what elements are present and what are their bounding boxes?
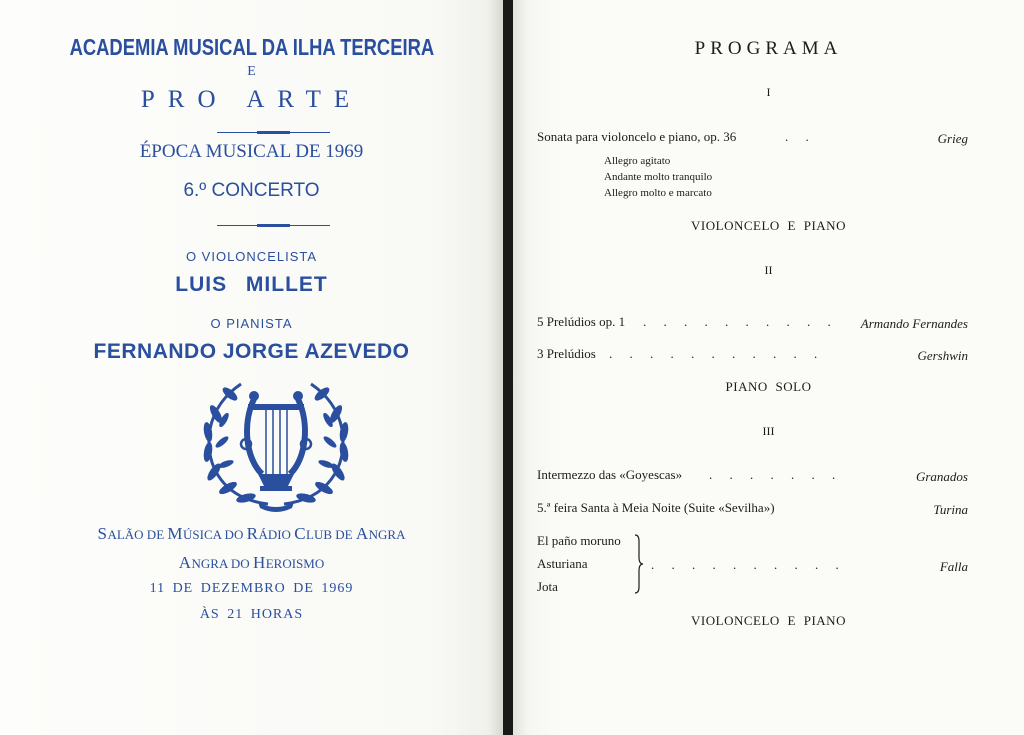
movement-1: Allegro agitato bbox=[604, 155, 671, 167]
cellist-name: LUIS MILLET bbox=[175, 273, 328, 296]
composer-turina: Turina bbox=[933, 502, 968, 517]
composer-falla: Falla bbox=[939, 559, 968, 574]
work-falla-asturiana: Asturiana bbox=[537, 556, 588, 571]
venue-hall-part: R bbox=[246, 524, 259, 543]
work-fernandes-preludes: 5 Prelúdios op. 1 bbox=[537, 314, 626, 329]
venue-hall bbox=[0, 524, 503, 544]
part-2-numeral: II bbox=[764, 263, 773, 277]
dot-leader: . . . . . . . . . . bbox=[643, 314, 838, 329]
venue-hall-part: NGRA bbox=[368, 527, 406, 542]
pro-arte-title: PRO ARTE bbox=[140, 86, 363, 113]
program-page bbox=[513, 0, 1024, 735]
venue-city-part: A bbox=[178, 553, 192, 572]
work-gershwin-preludes: 3 Prelúdios bbox=[537, 346, 596, 361]
venue-city-part: NGRA DO bbox=[191, 556, 253, 571]
venue-hall-part: ALÃO DE bbox=[107, 527, 168, 542]
dot-leader: . . . . . . . bbox=[709, 467, 843, 482]
dot-leader: . . bbox=[785, 129, 816, 144]
work-turina-sevilha: 5.ª feira Santa à Meia Noite (Suite «Sevilha») bbox=[537, 500, 775, 515]
movement-2: Andante molto tranquilo bbox=[604, 171, 713, 183]
scoring-part-2: PIANO SOLO bbox=[725, 379, 812, 394]
composer-fernandes: Armando Fernandes bbox=[860, 316, 968, 331]
divider-bottom bbox=[217, 225, 330, 226]
divider-top bbox=[217, 132, 330, 133]
work-falla-jota: Jota bbox=[537, 579, 558, 594]
concert-number: 6.º CONCERTO bbox=[183, 180, 320, 201]
venue-city bbox=[0, 553, 503, 573]
academy-title bbox=[0, 34, 503, 61]
composer-granados: Granados bbox=[915, 469, 968, 484]
pianist-role: O PIANISTA bbox=[210, 316, 293, 331]
venue-hall-part: A bbox=[355, 524, 369, 543]
season-title: ÉPOCA MUSICAL DE 1969 bbox=[139, 141, 364, 162]
scoring-part-1: VIOLONCELO E PIANO bbox=[691, 218, 846, 233]
venue-hall-part: C bbox=[294, 524, 307, 543]
work-granados-intermezzo: Intermezzo das «Goyescas» bbox=[537, 467, 683, 482]
cover-page bbox=[0, 0, 503, 735]
cellist-role: O VIOLONCELISTA bbox=[185, 249, 318, 264]
composer-grieg: Grieg bbox=[937, 131, 968, 146]
venue-hall-part: ÚSICA DO bbox=[183, 527, 247, 542]
work-grieg-sonata: Sonata para violoncelo e piano, op. 36 bbox=[537, 129, 737, 144]
academy-title-text: ACADEMIA MUSICAL DA ILHA TERCEIRA bbox=[69, 34, 434, 60]
conjunction: E bbox=[247, 64, 256, 79]
concert-date: 11 DE DEZEMBRO DE 1969 bbox=[149, 581, 354, 596]
dot-leader: . . . . . . . . . . bbox=[651, 557, 846, 572]
composer-gershwin: Gershwin bbox=[917, 348, 968, 363]
part-1-numeral: I bbox=[766, 85, 771, 99]
venue-hall-part: M bbox=[167, 524, 184, 543]
concert-time: ÀS 21 HORAS bbox=[199, 607, 304, 622]
movement-3: Allegro molto e marcato bbox=[604, 187, 712, 199]
work-falla-pano-moruno: El paño moruno bbox=[537, 533, 621, 548]
pianist-name: FERNANDO JORGE AZEVEDO bbox=[93, 340, 410, 363]
brace-icon bbox=[631, 533, 645, 595]
venue-city-part: H bbox=[252, 553, 266, 572]
dot-leader: . . . . . . . . . . . bbox=[609, 346, 825, 361]
venue-city-part: EROISMO bbox=[265, 556, 325, 571]
venue-hall-part: ÁDIO bbox=[258, 527, 295, 542]
scoring-part-3: VIOLONCELO E PIANO bbox=[691, 613, 846, 628]
program-title: PROGRAMA bbox=[694, 38, 843, 59]
lyre-wreath-emblem bbox=[196, 374, 356, 514]
venue-hall-part: S bbox=[97, 524, 108, 543]
part-3-numeral: III bbox=[762, 424, 775, 438]
venue-hall-part: LUB DE bbox=[306, 527, 356, 542]
